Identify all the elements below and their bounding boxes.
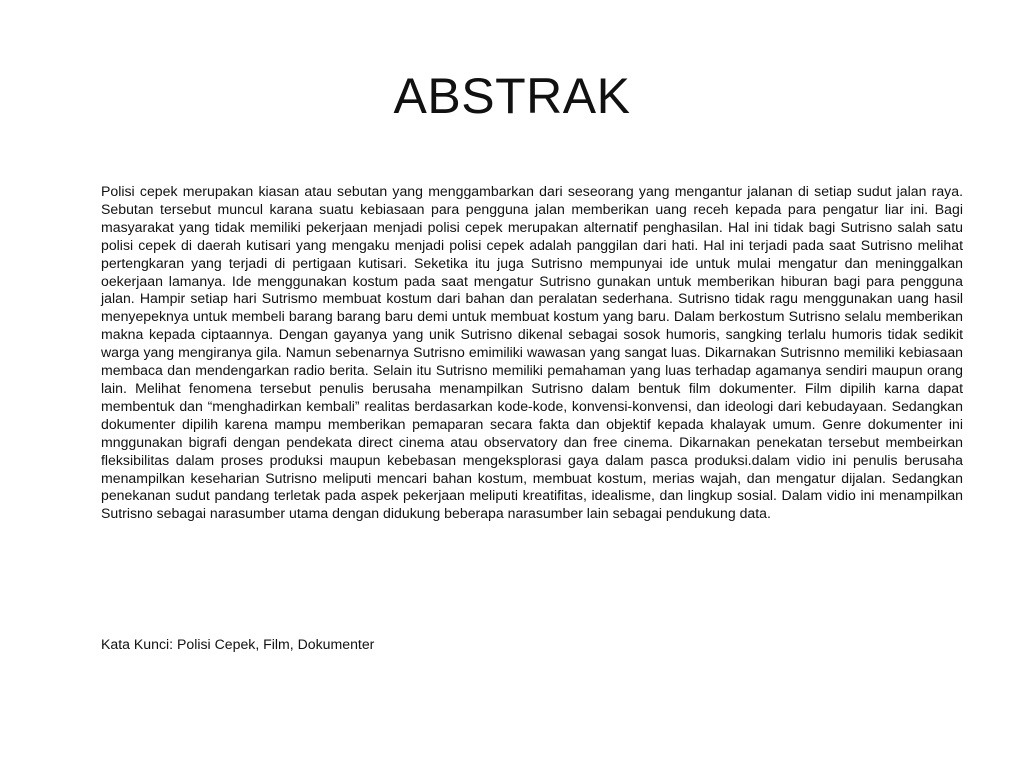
slide-title: ABSTRAK <box>393 68 631 124</box>
abstract-paragraph: Polisi cepek merupakan kiasan atau sebutan yang menggambarkan dari seseorang yang mengantur jalanan di setiap sudut jalan raya. Sebutan tersebut muncul karana suatu kebiasaan para pengguna jalan memberikan uang receh kepada para pengatur liar ini. Bagi masyarakat yang tidak memiliki pekerjaan menjadi polisi cepek merupakan alternatif penghasilan. Hal ini tidak bagi Sutrisno salah satu polisi cepek di daerah kutisari yang mengaku menjadi polisi cepek adalah panggilan dari hati. Hal ini terjadi pada saat Sutrisno melihat pertengkaran yang terjadi di pertigaan kutisari. Seketika itu juga Sutrisno mempunyai ide untuk mulai mengatur dan meninggalkan oekerjaan lamanya. Ide menggunakan kostum pada saat mengatur Sutrisno gunakan untuk memberikan hiburan bagi para pengguna jalan. Hampir setiap hari Sutrismo membuat kostum dari bahan dan peralatan sederhana. Sutrisno tidak ragu menggunakan uang hasil menyepeknya untuk membeli barang barang baru demi untuk membuat kostum yang baru. Dalam berkostum Sutrisno selalu memberikan makna kepada ciptaannya. Dengan gayanya yang unik Sutrisno dikenal sebagai sosok humoris, sangking terlalu humoris tidak sedikit warga yang mengiranya gila. Namun sebenarnya Sutrisno emimiliki wawasan yang sangat luas. Dikarnakan Sutrisnno memiliki kebiasaan membaca dan mendengarkan radio berita. Selain itu Sutrisno memiliki pemahaman yang luas terhadap agamanya sendiri maupun orang lain. Melihat fenomena tersebut penulis berusaha menampilkan Sutrisno dalam bentuk film dokumenter. Film dipilih karna dapat membentuk dan “menghadirkan kembali” realitas berdasarkan kode-kode, konvensi-konvensi, dan ideologi dari kebudayaan. Sedangkan dokumenter dipilih karena mampu memberikan pemaparan secara fakta dan objektif kepada khalayak umum. Genre dokumenter ini mnggunakan bigrafi dengan pendekata direct cinema atau observatory dan free cinema. Dikarnakan penekatan tersebut membeirkan fleksibilitas dalam proses produksi maupun kebebasan mengeksplorasi gaya dalam pasca produksi.dalam vidio ini penulis berusaha menampilkan keseharian Sutrisno meliputi mencari bahan kostum, membuat kostum, merias wajah, dan mengatur dijalan. Sedangkan penekanan sudut pandang terletak pada aspek pekerjaan meliputi kreatifitas, idealisme, dan lingkup sosial. Dalam vidio ini menampilkan Sutrisno sebagai narasumber utama dengan didukung beberapa narasumber lain sebagai pendukung data. <box>101 183 963 522</box>
keywords-line: Kata Kunci: Polisi Cepek, Film, Dokumenter <box>101 636 375 652</box>
